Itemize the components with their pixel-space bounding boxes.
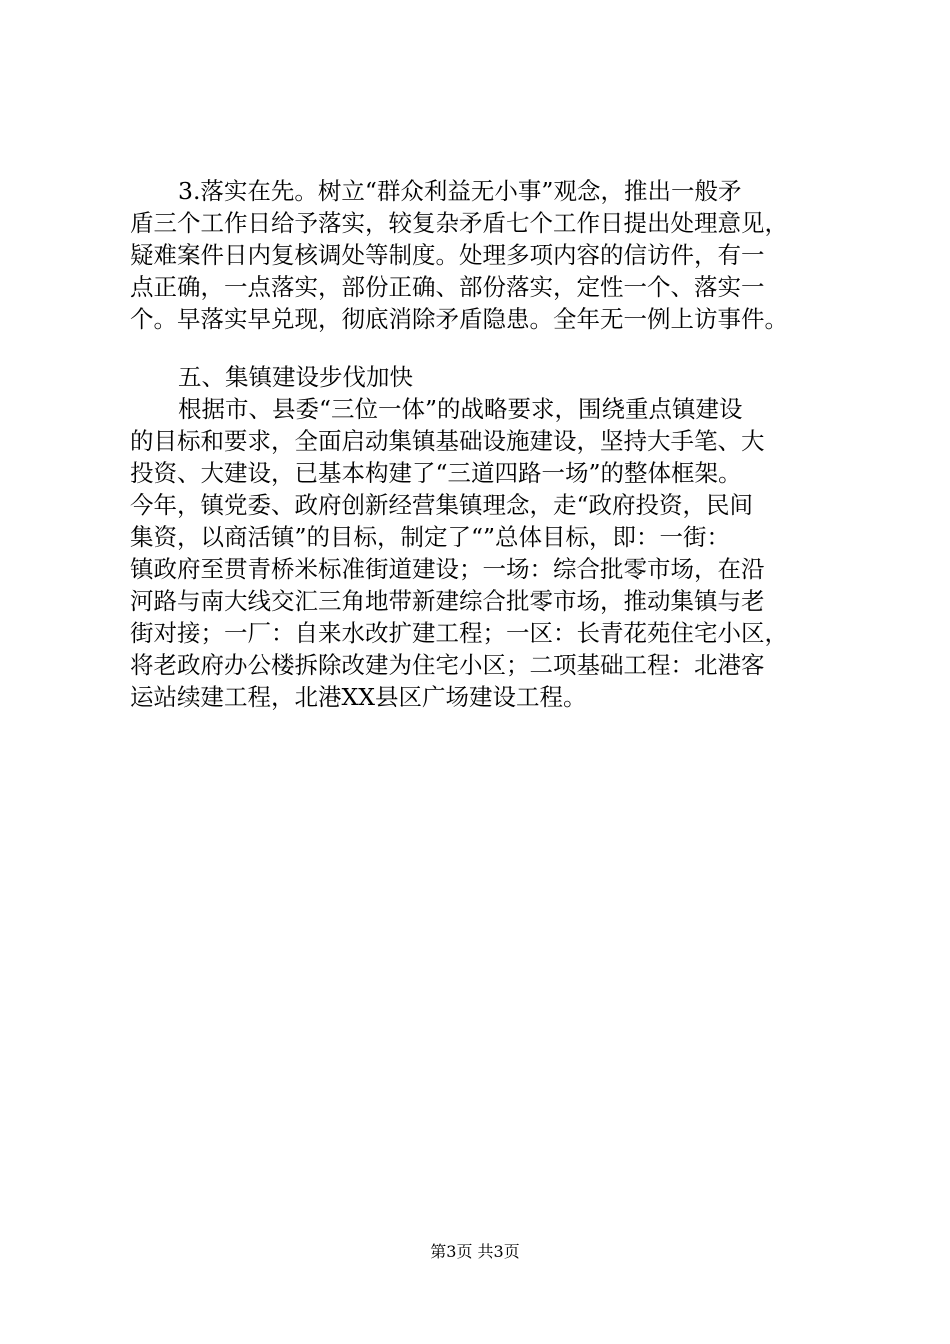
paragraph-2-line-10: 运站续建工程，北港XX县区广场建设工程。 <box>130 683 587 711</box>
paragraph-2-line-2: 的目标和要求，全面启动集镇基础设施建设，坚持大手笔、大 <box>130 427 765 455</box>
paragraph-1-line-4: 点正确，一点落实，部份正确、部份落实，定性一个、落实一 <box>130 273 765 301</box>
paragraph-1-line-5: 个。早落实早兑现，彻底消除矛盾隐患。全年无一例上访事件。 <box>130 305 788 333</box>
paragraph-2-line-8: 街对接；一厂：自来水改扩建工程；一区：长青花苑住宅小区， <box>130 619 788 647</box>
paragraph-1-line-1: 3.落实在先。树立“群众利益无小事”观念，推出一般矛 <box>178 177 742 205</box>
paragraph-2-line-3: 投资、大建设，已基本构建了“三道四路一场”的整体框架。 <box>130 459 742 487</box>
paragraph-2-line-1: 根据市、县委“三位一体”的战略要求，围绕重点镇建设 <box>178 395 743 423</box>
section-heading: 五、集镇建设步伐加快 <box>178 363 413 391</box>
page-number-footer: 第3页 共3页 <box>430 1242 520 1261</box>
paragraph-2-line-7: 河路与南大线交汇三角地带新建综合批零市场，推动集镇与老 <box>130 587 765 615</box>
paragraph-1-line-3: 疑难案件日内复核调处等制度。处理多项内容的信访件，有一 <box>130 241 765 269</box>
paragraph-2-line-4: 今年，镇党委、政府创新经营集镇理念，走“政府投资，民间 <box>130 491 754 519</box>
paragraph-1-line-2: 盾三个工作日给予落实，较复杂矛盾七个工作日提出处理意见， <box>130 209 788 237</box>
paragraph-2-line-6: 镇政府至贯青桥米标准街道建设；一场：综合批零市场，在沿 <box>130 555 765 583</box>
paragraph-2-line-9: 将老政府办公楼拆除改建为住宅小区；二项基础工程：北港客 <box>130 651 765 679</box>
paragraph-2-line-5: 集资，以商活镇”的目标，制定了“”总体目标，即：一街： <box>130 523 731 551</box>
